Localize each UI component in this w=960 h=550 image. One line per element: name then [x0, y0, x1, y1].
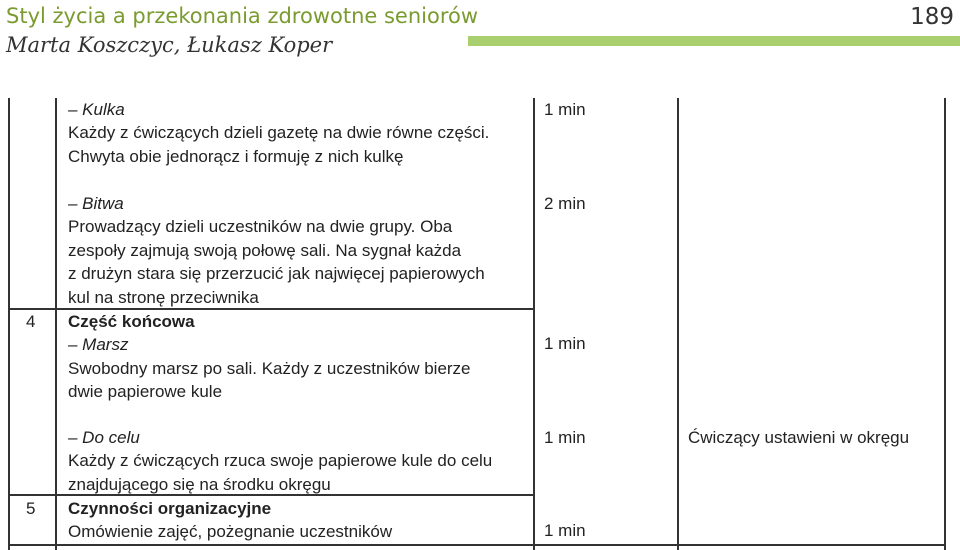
duration-section5: 1 min	[544, 521, 586, 540]
exercise-description: Chwyta obie jednorącz i formuję z nich kulkę	[68, 146, 404, 166]
exercise-description: Prowadzący dzieli uczestników na dwie grupy. Oba	[68, 217, 453, 237]
running-header-authors: Marta Koszczyc, Łukasz Koper	[6, 33, 333, 57]
exercise-bitwa	[68, 192, 485, 309]
section-number: 5	[26, 499, 36, 518]
duration-kulka: 1 min	[544, 100, 586, 119]
section-title: Czynności organizacyjne	[68, 499, 272, 518]
exercise-description: znajdującego się na środku okręgu	[68, 474, 331, 494]
column-divider-content	[533, 98, 535, 550]
duration-do-celu: 1 min	[544, 428, 586, 447]
column-divider-number	[55, 98, 57, 550]
exercise-description: kul na stronę przeciwnika	[68, 287, 259, 307]
exercise-description: zespoły zajmują swoją połowę sali. Na sygnał każda	[68, 240, 462, 260]
exercise-description: Swobodny marsz po sali. Każdy z uczestników bierze	[68, 358, 471, 378]
duration-marsz: 1 min	[544, 334, 586, 353]
page-number: 189	[910, 4, 954, 30]
exercise-description: dwie papierowe kule	[68, 382, 223, 402]
exercise-do-celu	[68, 426, 492, 496]
table-bottom-border	[8, 544, 946, 546]
table-right-border	[944, 98, 946, 550]
header-rule	[468, 36, 960, 46]
section-final-part	[68, 310, 471, 404]
note-do-celu: Ćwiczący ustawieni w okręgu	[688, 428, 910, 447]
exercise-name: – Bitwa	[68, 194, 124, 213]
exercise-description: Każdy z ćwiczących dzieli gazetę na dwie równe części.	[68, 123, 490, 143]
table-left-border	[8, 98, 10, 550]
exercise-name: – Marsz	[68, 335, 129, 355]
exercise-name: – Kulka	[68, 100, 125, 119]
exercise-name: – Do celu	[68, 428, 140, 447]
section-number: 4	[26, 312, 36, 331]
exercise-kulka	[68, 98, 489, 168]
column-divider-duration	[677, 98, 679, 550]
section-title: Część końcowa	[68, 312, 195, 331]
exercise-description: Omówienie zajęć, pożegnanie uczestników	[68, 522, 393, 542]
section-organizational	[68, 497, 392, 544]
exercise-description: Każdy z ćwiczących rzuca swoje papierowe kule do celu	[68, 451, 493, 471]
running-header-title: Styl życia a przekonania zdrowotne seniorów	[6, 4, 479, 28]
exercise-description: z drużyn stara się przerzucić jak najwięcej papierowych	[68, 264, 485, 284]
duration-bitwa: 2 min	[544, 194, 586, 213]
